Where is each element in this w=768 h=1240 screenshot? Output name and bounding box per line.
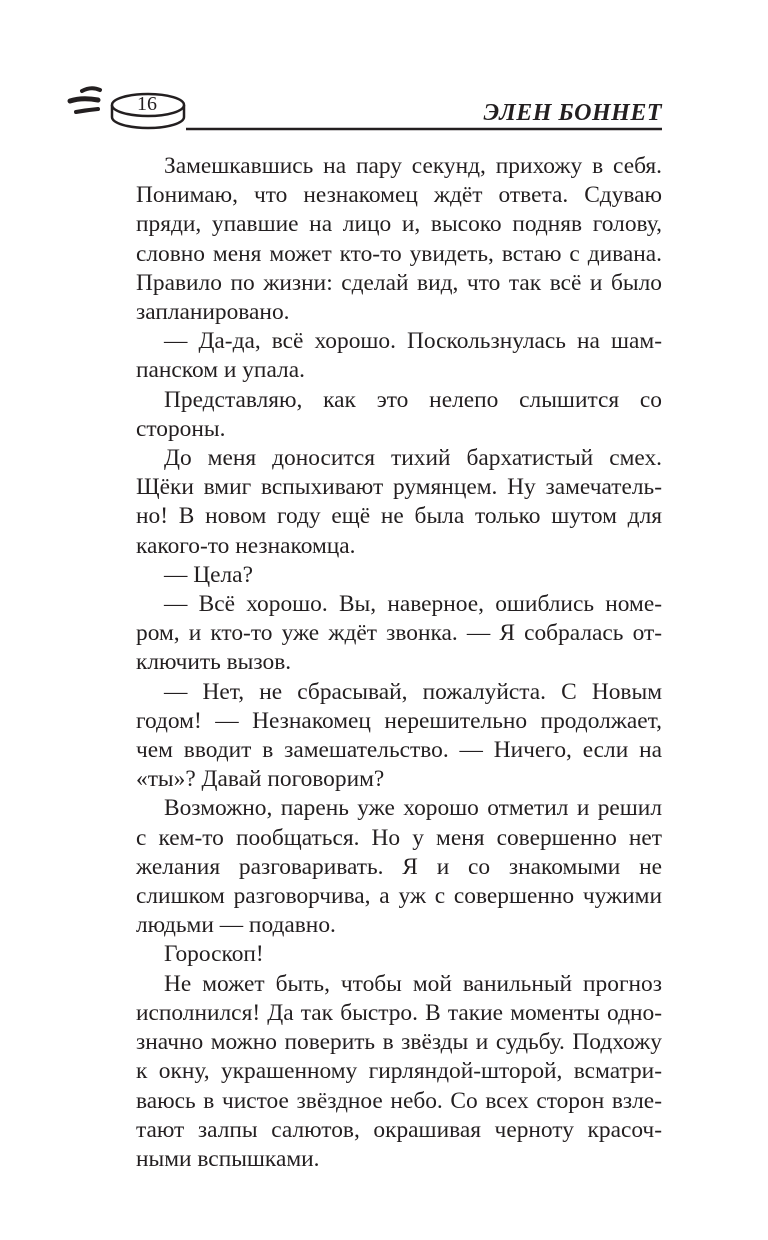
paragraph: Представляю, как это нелепо слышится со стороны. [136,386,662,442]
motion-stroke-middle [70,99,98,101]
paragraph: — Всё хорошо. Вы, наверное, ошиблись номером, и кто-то уже ждёт звонка. — Я собралась отключить вызов. [136,591,662,676]
paragraph: — Цела? [164,561,253,588]
body-text [136,152,662,1174]
motion-stroke-bottom [76,109,98,112]
paragraph: Замешкавшись на пару секунд, прихожу в себя. Понимаю, что незнакомец ждёт ответа. Сдуваю пряди, упавшие на лицо и, высоко подняв голову, словно меня может кто-то увидеть, встаю с дивана. Правило по жизни: сделай вид, что так всё и было запланировано. [136,153,662,326]
paragraph: Гороскоп! [164,941,264,968]
paragraph: До меня доносится тихий бархатистый смех. Щёки вмиг вспыхивают румянцем. Ну замечательно! В новом году ещё не была только шутом для какого-то незнакомца. [136,445,662,559]
paragraph: Возможно, парень уже хорошо отметил и решил с кем-то пообщаться. Но у меня совершенно нет желания разговаривать. Я и со знакомыми не слишком разговорчива, а уж с совершенно чужими людьми — подавно. [136,795,662,939]
motion-stroke-top [82,88,100,91]
paragraph: Не может быть, чтобы мой ванильный прогноз исполнился! Да так быстро. В такие моменты однозначно можно поверить в звёзды и судьбу. Подхожу к окну, украшенному гирляндой-шторой, всматриваюсь в чистое звёздное небо. Со всех сторон взлетают залпы салютов, окрашивая черноту красочными вспышками. [136,970,662,1172]
page-header [0,0,768,140]
running-head-author: ЭЛЕН БОННЕТ [483,100,662,126]
page-number: 16 [137,93,157,115]
paragraph: — Да-да, всё хорошо. Поскользнулась на шампанском и упала. [136,328,662,384]
paragraph: — Нет, не сбрасывай, пожалуйста. С Новым годом! — Незнакомец нерешительно продолжает, чем вводит в замешательство. — Ничего, если на «ты»? Давай поговорим? [136,678,662,793]
